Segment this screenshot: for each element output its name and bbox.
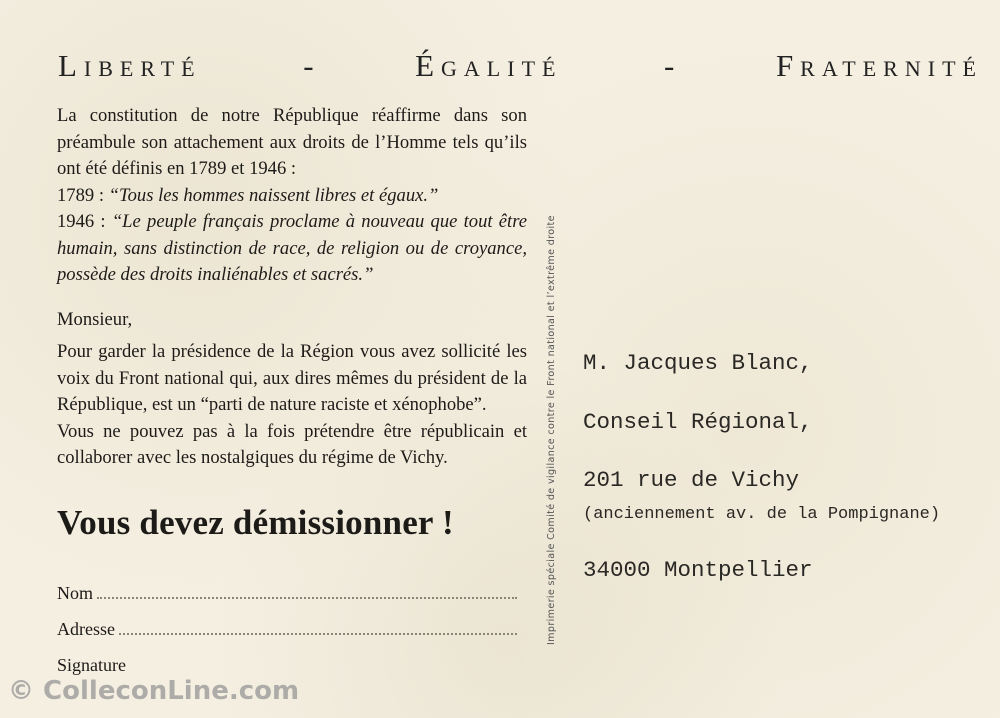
name-field[interactable] <box>57 580 517 604</box>
letter-paragraph-2: Vous ne pouvez pas à la fois prétendre être républicain et collaborer avec les nostalgiques du régime de Vichy. <box>57 420 527 468</box>
resignation-demand: Vous devez démissionner ! <box>57 503 454 542</box>
name-dotted-line[interactable] <box>97 597 517 599</box>
address-line-2: Conseil Régional, <box>583 409 813 435</box>
signature-label: Signature <box>57 655 126 675</box>
site-watermark: © ColleconLine.com <box>8 676 300 706</box>
constitution-intro <box>57 103 527 289</box>
salutation: Monsieur, <box>57 309 133 330</box>
printer-note: Imprimerie spéciale Comité de vigilance contre le Front national et l’extrême droite <box>546 215 557 645</box>
address-dotted-line[interactable] <box>119 633 517 635</box>
motto-liberte: Liberté <box>58 48 202 83</box>
quote-1946-label: 1946 : <box>57 211 112 232</box>
address-line-5: 34000 Montpellier <box>583 557 813 583</box>
letter-paragraph-1: Pour garder la présidence de la Région vous avez sollicité les voix du Front national qui, aux dires mêmes du président de la République, est un “parti de nature raciste et xénophobe”. <box>57 341 527 415</box>
address-label: Adresse <box>57 619 115 639</box>
motto-separator: - <box>664 48 675 83</box>
motto-fraternite: Fraternité <box>775 48 983 83</box>
quote-1946 <box>57 209 527 289</box>
address-line-4: (anciennement av. de la Pompignane) <box>583 505 941 524</box>
motto-egalite: Égalité <box>415 48 563 83</box>
motto-separator: - <box>303 48 314 83</box>
quote-1789-label: 1789 : <box>57 184 109 206</box>
signature-field[interactable] <box>57 652 177 676</box>
motto-header <box>58 48 983 84</box>
quote-1789 <box>57 183 527 210</box>
quote-1946-text: “Le peuple français proclame à nouveau que tout être humain, sans distinction de race, de religion ou de croyance, possède des droits inaliénables et sacrés.” <box>57 211 527 285</box>
intro-paragraph: La constitution de notre République réaffirme dans son préambule son attachement aux droits de l’Homme tels qu’ils ont été définis en 1789 et 1946 : <box>57 105 527 179</box>
name-label: Nom <box>57 583 93 603</box>
address-line-3: 201 rue de Vichy <box>583 467 800 493</box>
address-line-1: M. Jacques Blanc, <box>583 350 813 376</box>
letter-body <box>57 339 527 472</box>
address-field[interactable] <box>57 616 517 640</box>
quote-1789-text: “Tous les hommes naissent libres et égaux.” <box>108 184 439 206</box>
